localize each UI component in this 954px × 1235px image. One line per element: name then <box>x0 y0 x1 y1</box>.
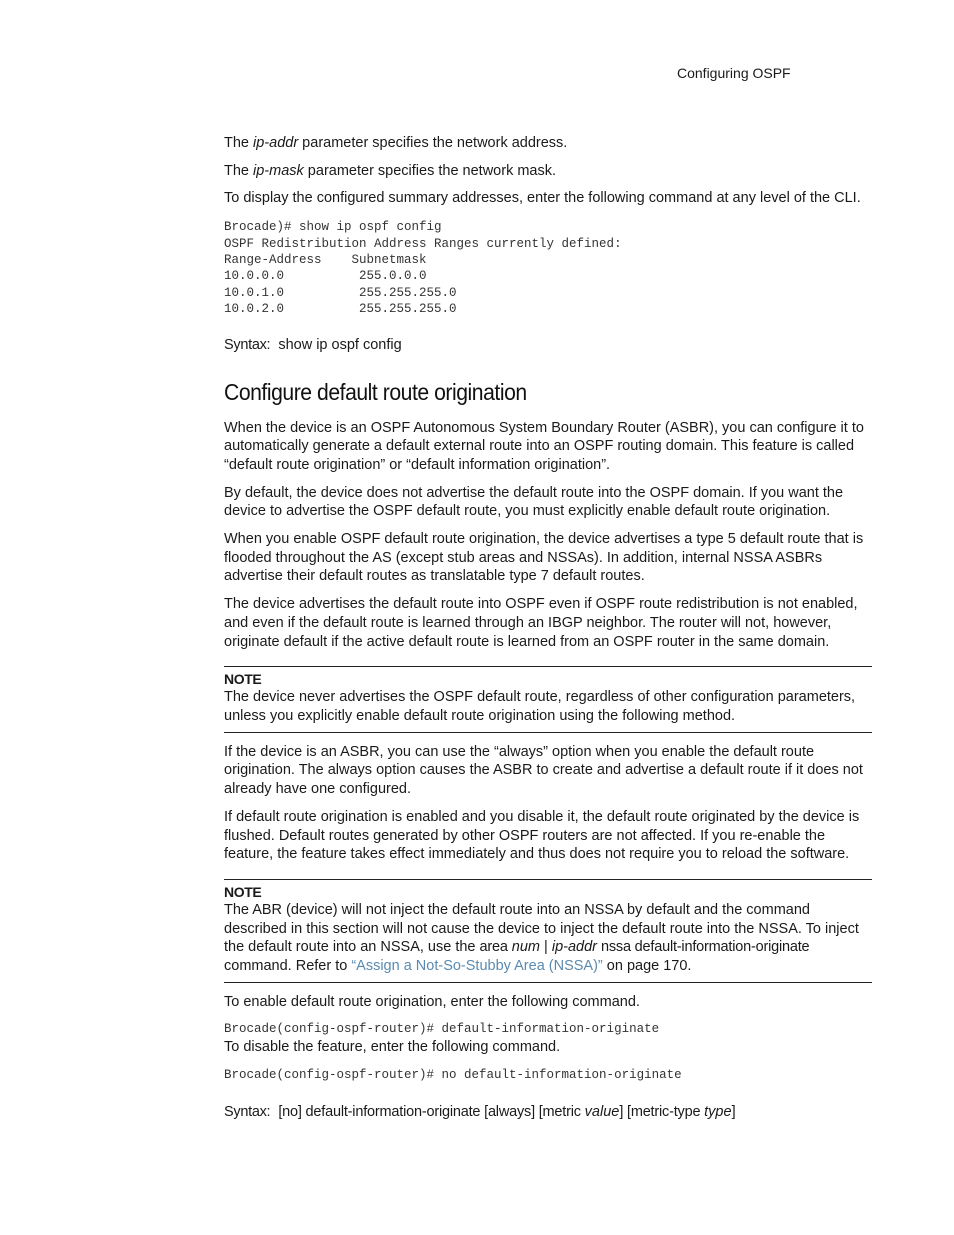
code-line: Range-Address Subnetmask <box>224 252 427 267</box>
param-ip-addr: ip-addr <box>551 939 597 956</box>
syntax-show-config <box>224 336 872 354</box>
page-content <box>224 134 872 1121</box>
note-text <box>224 901 872 976</box>
text: command. Refer to <box>224 958 352 975</box>
keyword-area: area <box>479 939 508 956</box>
text: The ABR (device) will not inject the default route into an NSSA by default and the command described in this section will not cause the device to inject the default route into the NSSA. To inject the default route into an NSSA, use the <box>224 901 859 956</box>
code-line: 10.0.0.0 255.0.0.0 <box>224 269 427 284</box>
code-block-show-config <box>224 219 872 317</box>
paragraph-enable: To enable default route origination, enter the following command. <box>224 993 640 1010</box>
text: The <box>224 162 254 179</box>
code-disable: Brocade(config-ospf-router)# no default-information-originate <box>224 1067 682 1082</box>
code-line: 10.0.1.0 255.255.255.0 <box>224 285 457 300</box>
note-box <box>224 879 872 983</box>
param-ip-mask: ip-mask <box>253 162 304 179</box>
text: parameter specifies the network address. <box>298 135 568 151</box>
xref-nssa-link[interactable]: “Assign a Not-So-Stubby Area (NSSA)” <box>351 958 603 975</box>
text: The <box>224 135 254 151</box>
paragraph-type5: When you enable OSPF default route origination, the device advertises a type 5 default route that is flooded throughout the AS (except stub areas and NSSAs). In addition, internal NSSA ASBRs advertise their default routes as translatable type 7 default routes. <box>224 531 864 585</box>
note-title: NOTE <box>224 883 262 900</box>
syntax-command: show ip ospf config <box>278 336 402 353</box>
paragraph-disable-flush: If default route origination is enabled and you disable it, the default route originated by the device is flushed. Default routes generated by other OSPF routers are not affected. If you re-enable the feature, the feature takes effect immediately and thus does not require you to reload the software. <box>224 808 860 863</box>
syntax-label: Syntax: <box>224 1103 271 1120</box>
paragraph-ip-mask <box>224 162 872 181</box>
running-header: Configuring OSPF <box>677 65 791 81</box>
param-num: num <box>511 939 541 956</box>
code-enable: Brocade(config-ospf-router)# default-information-originate <box>224 1022 660 1037</box>
param-value: value <box>584 1103 620 1120</box>
param-ip-addr: ip-addr <box>253 135 299 151</box>
section-heading: Configure default route origination <box>224 378 527 405</box>
paragraph-disable: To disable the feature, enter the following command. <box>224 1038 561 1055</box>
paragraph-asbr: When the device is an OSPF Autonomous System Boundary Router (ASBR), you can configure it to automatically generate a default external route into an OSPF routing domain. This feature is called “default route origination” or “default information origination”. <box>224 419 864 473</box>
keyword-nssa: nssa default-information-originate <box>601 939 810 956</box>
syntax-default-info <box>224 1103 872 1121</box>
paragraph-display-summary: To display the configured summary addresses, enter the following command at any level of the CLI. <box>224 190 861 207</box>
code-line: 10.0.2.0 255.255.255.0 <box>224 302 457 317</box>
note-text: The device never advertises the OSPF default route, regardless of other configuration parameters, unless you explicitly enable default route origination using the following method. <box>224 689 856 724</box>
code-line: Brocade)# show ip ospf config <box>224 220 442 235</box>
text: on page 170. <box>602 958 692 975</box>
syntax-part: [no] default-information-originate [always] [metric <box>278 1103 585 1120</box>
syntax-part: ] [metric-type <box>619 1103 705 1120</box>
text: | <box>540 939 552 956</box>
note-box <box>224 666 872 732</box>
syntax-label: Syntax: <box>224 336 271 353</box>
paragraph-ip-addr <box>224 134 872 153</box>
param-type: type <box>704 1103 732 1120</box>
paragraph-redistribution: The device advertises the default route into OSPF even if OSPF route redistribution is not enabled, and even if the default route is learned through an IBGP neighbor. The router will not, however, originate default if the active default route is learned from an OSPF router in the same domain. <box>224 596 858 650</box>
note-title: NOTE <box>224 671 262 688</box>
paragraph-default-off: By default, the device does not advertise the default route into the OSPF domain. If you want the device to advertise the OSPF default route, you must explicitly enable default route origination. <box>224 484 844 520</box>
text: parameter specifies the network mask. <box>303 162 557 179</box>
syntax-part: ] <box>731 1103 736 1120</box>
paragraph-always-option: If the device is an ASBR, you can use the “always” option when you enable the default route origination. The always option causes the ASBR to create and advertise a default route if it does not already have one configured. <box>224 743 863 798</box>
code-line: OSPF Redistribution Address Ranges currently defined: <box>224 236 622 251</box>
